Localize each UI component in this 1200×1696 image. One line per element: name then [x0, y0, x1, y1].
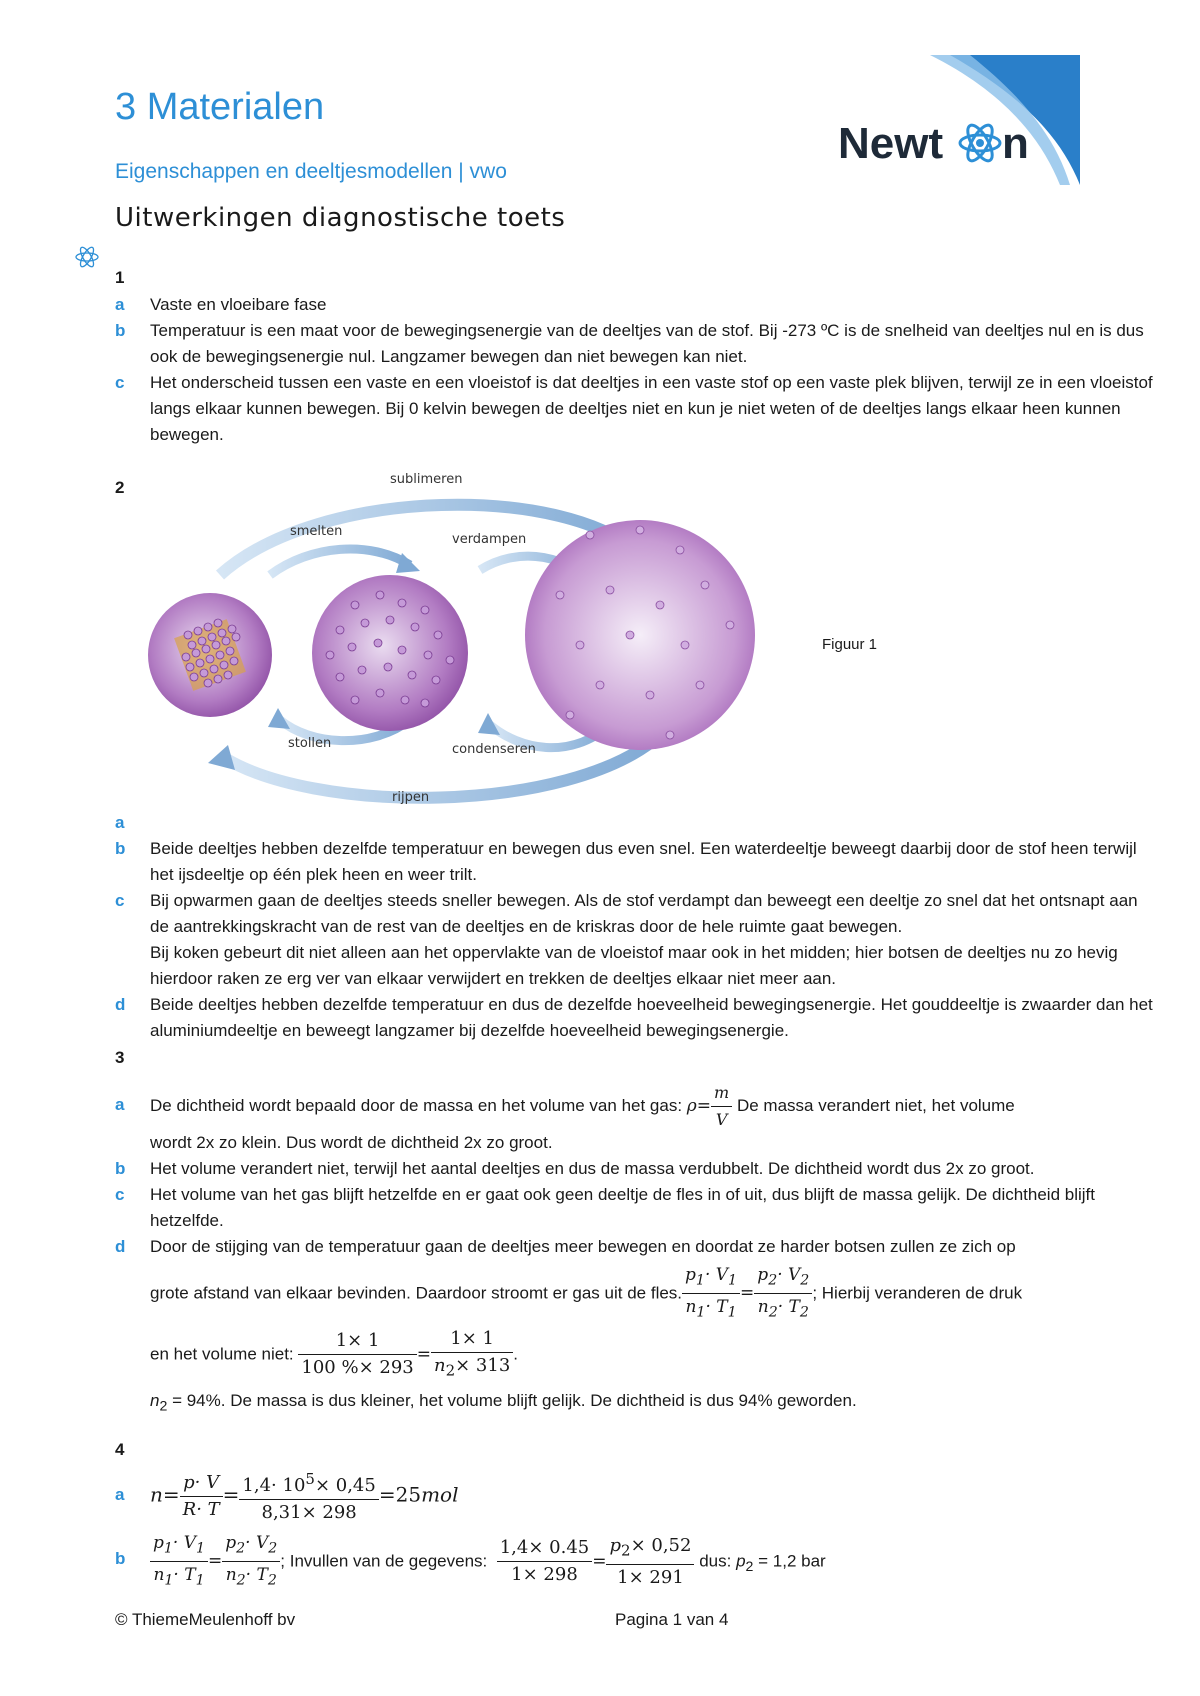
section-heading: Uitwerkingen diagnostische toets	[115, 203, 566, 233]
answer-text: Vaste en vloeibare fase	[150, 295, 327, 314]
fraction-numerator: 1× 1	[298, 1328, 416, 1355]
answer-text: Het volume verandert niet, terwijl het aantal deeltjes en dus de massa verdubbelt. De dichtheid wordt dus 2x zo groot.	[150, 1159, 1035, 1178]
answer-letter: c	[115, 891, 125, 910]
newton-logo	[830, 55, 1090, 185]
answer-letter: a	[115, 295, 125, 314]
question-number: 4	[115, 1440, 125, 1459]
result-value: 25	[395, 1482, 422, 1507]
footer-copyright: © ThiemeMeulenhoff bv	[115, 1610, 296, 1629]
answer-text-block	[150, 888, 1155, 992]
answer-letter: d	[115, 995, 126, 1014]
answer-text: Beide deeltjes hebben dezelfde temperatuur en dus de dezelfde hoeveelheid bewegingsenergie. Het gouddeeltje is zwaarder dan het aluminiumdeeltje en beweegt langzamer bij dezelfde hoeveelheid bewegingsenergie.	[150, 995, 1153, 1040]
answer-text: = 1,2 bar	[758, 1551, 826, 1571]
answer-text: Bij koken gebeurt dit niet alleen aan het oppervlakte van de vloeistof maar ook in het midden; hier botsen de deeltjes nu zo hevig hierdoor raken ze erg ver van elkaar verwijdert en trekken de deeltjes elkaar niet meer aan.	[150, 943, 1118, 988]
answer-letter: b	[115, 1549, 126, 1568]
rho-formula: ρ= $\frac{m}{V}$	[687, 1096, 732, 1116]
gas-law-formula: $\frac{p_1\cdot V_1}{n_1\cdot T_1}$ = $\frac{p_2\cdot V_2}{n_2\cdot T_2}$	[682, 1283, 812, 1303]
footer-page-number: Pagina 1 van 4	[615, 1610, 729, 1629]
phase-transitions-figure	[140, 472, 730, 815]
question-number: 1	[115, 268, 125, 287]
fraction-numerator: 1,4× 0.45	[497, 1535, 593, 1562]
fraction-denominator: 100 %× 293	[301, 1357, 414, 1379]
fraction-denominator: 1× 298	[511, 1564, 578, 1586]
answer-text-block	[150, 1262, 1155, 1326]
fraction-denominator: 8,31× 298	[261, 1502, 357, 1523]
answer-letter: b	[115, 1159, 126, 1178]
logo-text-left: Newt	[838, 119, 944, 168]
label-rijpen: rijpen	[392, 790, 430, 805]
answer-letter: a	[115, 1485, 125, 1504]
fraction-denominator: × 313	[455, 1355, 511, 1376]
answer-letter: b	[115, 321, 126, 340]
answer-letter: b	[115, 839, 126, 858]
answer-letter: d	[115, 1237, 126, 1256]
answer-letter: a	[115, 813, 125, 832]
page-subtitle: Eigenschappen en deeltjesmodellen | vwo	[115, 160, 507, 183]
fraction-numerator: × 0,52	[630, 1535, 692, 1557]
logo-text-right: n	[1002, 119, 1029, 168]
answer-letter: c	[115, 1185, 125, 1204]
answer-letter: a	[115, 1095, 125, 1114]
label-verdampen: verdampen	[452, 532, 527, 547]
figure-caption: Figuur 1	[822, 636, 878, 653]
answer-text-block: en het volume niet: $\frac{1\times 1}{100 \%\times 293}$ = $\frac{1\times 1}{n_2\times 313}$ .	[150, 1326, 1155, 1384]
answer-text: en het volume niet:	[150, 1344, 294, 1364]
answer-text-block	[150, 1080, 1155, 1133]
answer-text: ; Hierbij veranderen de druk	[812, 1283, 1023, 1303]
answer-text: dus:	[699, 1551, 732, 1571]
answer-text: Door de stijging van de temperatuur gaan de deeltjes meer bewegen en doordat ze harder botsen zullen ze zich op	[150, 1237, 1016, 1256]
answer-text-block: $\frac{p_1\cdot V_1}{n_1\cdot T_1}$ = $\frac{p_2\cdot V_2}{n_2\cdot T_2}$ ; Invullen van de gegevens: $\frac{1,4\times 0.45}{1\times 298}$ = $\frac{p_2\times 0,52}{1\times 291}$ dus: $p_2 = 1,2$ bar	[150, 1530, 1155, 1594]
answer-text: Het onderscheid tussen een vaste en een vloeistof is dat deeltjes in een vaste stof op een vaste plek blijven, terwijl ze in een vloeistof langs elkaar kunnen bewegen. Bij 0 kelvin bewegen de deeltjes niet en kun je niet weten of de deeltjes langs elkaar heen kunnen bewegen.	[150, 373, 1153, 444]
answer-text: Temperatuur is een maat voor de bewegingsenergie van de deeltjes van de stof. Bij -273 ºC is de snelheid van deeltjes nul en is dus ook de bewegingsenergie nul. Langzamer bewegen dan niet bewegen kan niet.	[150, 321, 1144, 366]
answer-text: De dichtheid wordt bepaald door de massa en het volume van het gas:	[150, 1096, 683, 1115]
question-number: 2	[115, 478, 125, 497]
answer-text: = 94%. De massa is dus kleiner, het volume blijft gelijk. De dichtheid is dus 94% geworden.	[172, 1391, 857, 1410]
atom-icon	[74, 244, 100, 270]
answer-text: Beide deeltjes hebben dezelfde temperatuur en bewegen dus even snel. Een waterdeeltje beweegt daarbij door de stof heen terwijl het ijsdeeltje op één plek heen en weer trilt.	[150, 839, 1137, 884]
fraction-denominator-n2: $n_2\times 313$	[433, 1355, 511, 1380]
label-condenseren: condenseren	[452, 742, 536, 757]
fraction-numerator: 1× 1	[431, 1326, 513, 1353]
fraction-numerator-tail: × 0,45	[314, 1475, 376, 1496]
answer-letter: c	[115, 373, 125, 392]
exponent: 5	[305, 1470, 315, 1488]
answer-text: Bij opwarmen gaan de deeltjes steeds sneller bewegen. Als de stof verdampt dan beweegt een deeltje zo snel dat het ontsnapt aan de aantrekkingskracht van de rest van de deeltjes en de kriskras door de hele ruimte gaat bewegen.	[150, 891, 1138, 936]
atom-icon	[960, 122, 1000, 165]
answer-text: Het volume van het gas blijft hetzelfde en er gaat ook geen deeltje de fles in of uit, dus blijft de massa gelijk. De dichtheid blijft hetzelfde.	[150, 1185, 1095, 1230]
answer-text: grote afstand van elkaar bevinden. Daardoor stroomt er gas uit de fles.	[150, 1283, 683, 1303]
label-smelten: smelten	[290, 524, 343, 539]
answer-text: De massa verandert niet, het volume	[736, 1096, 1015, 1115]
gas-law-formula: $\frac{p_1\cdot V_1}{n_1\cdot T_1}$ = $\frac{p_2\cdot V_2}{n_2\cdot T_2}$	[150, 1551, 280, 1571]
label-sublimeren: sublimeren	[390, 472, 463, 487]
question-number: 3	[115, 1048, 125, 1067]
answer-text-block: $n_2 = 94\%$. De massa is dus kleiner, het volume blijft gelijk. De dichtheid is dus 94% geworden.	[150, 1391, 857, 1415]
fraction-denominator: 1× 291	[617, 1566, 684, 1588]
label-stollen: stollen	[288, 736, 332, 751]
ideal-gas-calculation: n= $\frac{p\cdot V}{R\cdot T}$ = $\frac{1,4\cdot 10^5\times 0,45}{8,31\times 298}$ =25mol	[150, 1466, 1155, 1526]
fraction-numerator: 1,4· 10	[242, 1475, 306, 1496]
answer-text: wordt 2x zo klein. Dus wordt de dichtheid 2x zo groot.	[150, 1133, 553, 1152]
answer-text: ; Invullen van de gegevens:	[280, 1551, 488, 1571]
page-title: 3 Materialen	[115, 86, 325, 128]
